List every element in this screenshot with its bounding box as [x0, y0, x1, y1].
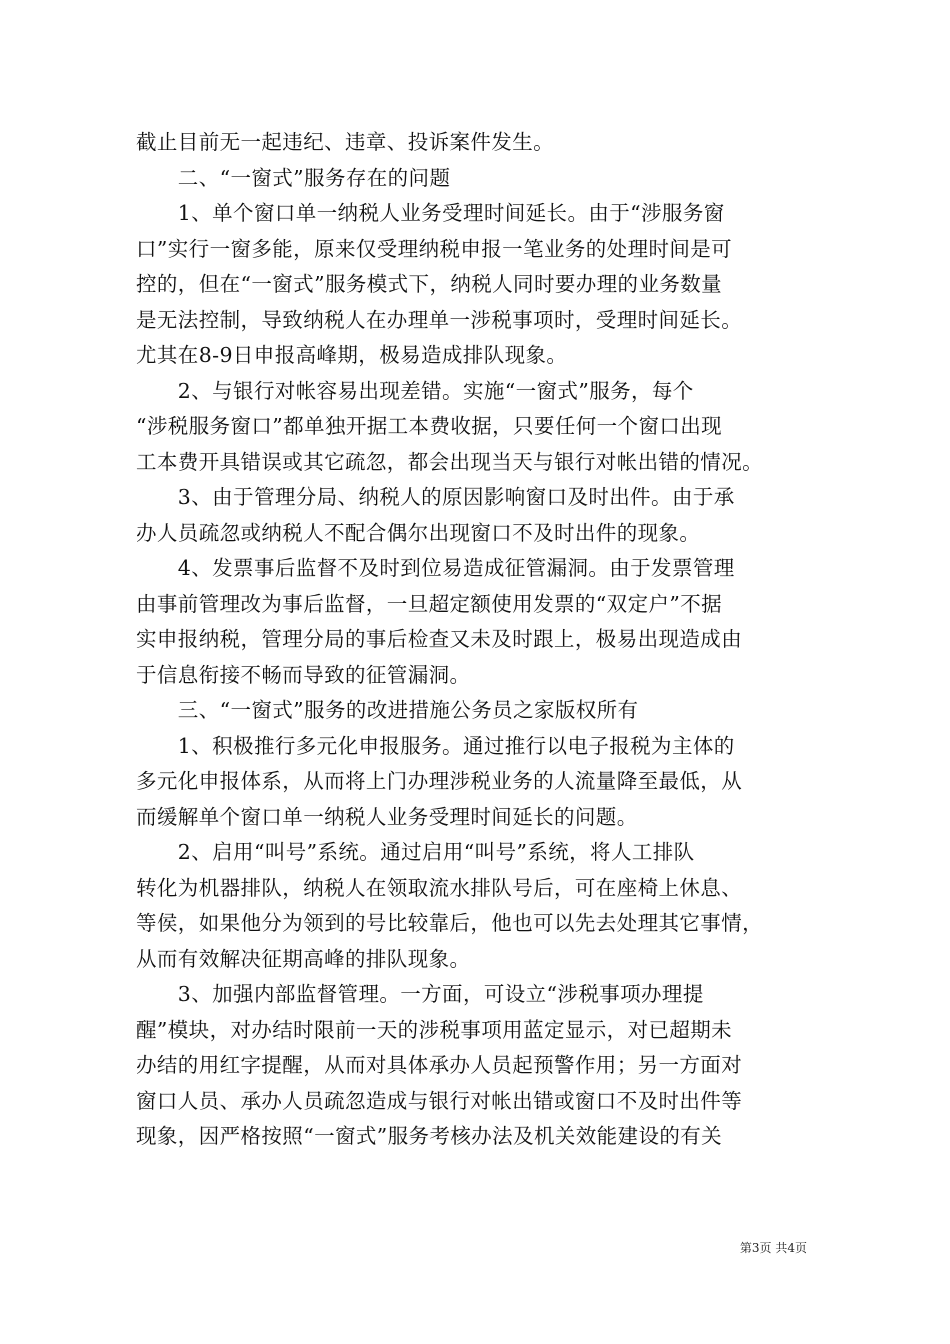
page-number-footer: 第3页 共4页: [739, 1241, 807, 1255]
section-heading: 三、“一窗式”服务的改进措施公务员之家版权所有: [136, 698, 639, 722]
text-line: 于信息衔接不畅而导致的征管漏洞。: [136, 662, 471, 687]
text-line: 实申报纳税，管理分局的事后检查又未及时跟上，极易出现造成由: [136, 627, 743, 651]
text-line: 1、积极推行多元化申报服务。通过推行以电子报税为主体的: [136, 733, 735, 758]
text-line: 多元化申报体系，从而将上门办理涉税业务的人流量降至最低，从: [136, 769, 743, 793]
text-line: 转化为机器排队，纳税人在领取流水排队号后，可在座椅上休息、: [136, 875, 743, 900]
text-line: 3、加强内部监督管理。一方面，可设立“涉税事项办理提: [136, 982, 704, 1006]
text-line: 等侯，如果他分为领到的号比较靠后，他也可以先去处理其它事情，: [136, 911, 763, 935]
text-line: 由事前管理改为事后监督，一旦超定额使用发票的“双定户”不据: [136, 591, 723, 616]
text-line: 尤其在8-9日申报高峰期，极易造成排队现象。: [136, 343, 568, 367]
text-line: 控的，但在“一窗式”服务模式下，纳税人同时要办理的业务数量: [136, 272, 723, 296]
text-line: 从而有效解决征期高峰的排队现象。: [136, 946, 471, 971]
text-line: 是无法控制，导致纳税人在办理单一涉税事项时，受理时间延长。: [136, 307, 743, 332]
section-heading: 二、“一窗式”服务存在的问题: [136, 165, 451, 190]
text-line: 办结的用红字提醒，从而对具体承办人员起预警作用；另一方面对: [136, 1053, 743, 1077]
text-line: 醒”模块，对办结时限前一天的涉税事项用蓝定显示，对已超期未: [136, 1017, 733, 1042]
text-line: 而缓解单个窗口单一纳税人业务受理时间延长的问题。: [136, 804, 638, 829]
document-body: [136, 125, 826, 1155]
text-line: 2、与银行对帐容易出现差错。实施“一窗式”服务，每个: [136, 378, 694, 403]
text-line: 4、发票事后监督不及时到位易造成征管漏洞。由于发票管理: [136, 556, 735, 580]
text-line: 工本费开具错误或其它疏忽，都会出现当天与银行对帐出错的情况。: [136, 449, 763, 474]
text-line: 3、由于管理分局、纳税人的原因影响窗口及时出件。由于承: [136, 485, 735, 509]
text-line: 口”实行一窗多能，原来仅受理纳税申报一笔业务的处理时间是可: [136, 236, 733, 261]
text-line: 1、单个窗口单一纳税人业务受理时间延长。由于“涉服务窗: [136, 201, 725, 225]
text-line: 窗口人员、承办人员疏忽造成与银行对帐出错或窗口不及时出件等: [136, 1088, 743, 1113]
text-line: 办人员疏忽或纳税人不配合偶尔出现窗口不及时出件的现象。: [136, 520, 701, 545]
text-line: 现象，因严格按照“一窗式”服务考核办法及机关效能建设的有关: [136, 1124, 723, 1148]
text-line: 截止目前无一起违纪、违章、投诉案件发生。: [136, 130, 554, 154]
text-line: 2、启用“叫号”系统。通过启用“叫号”系统，将人工排队: [136, 840, 695, 864]
text-line: “涉税服务窗口”都单独开据工本费收据，只要任何一个窗口出现: [136, 414, 723, 438]
